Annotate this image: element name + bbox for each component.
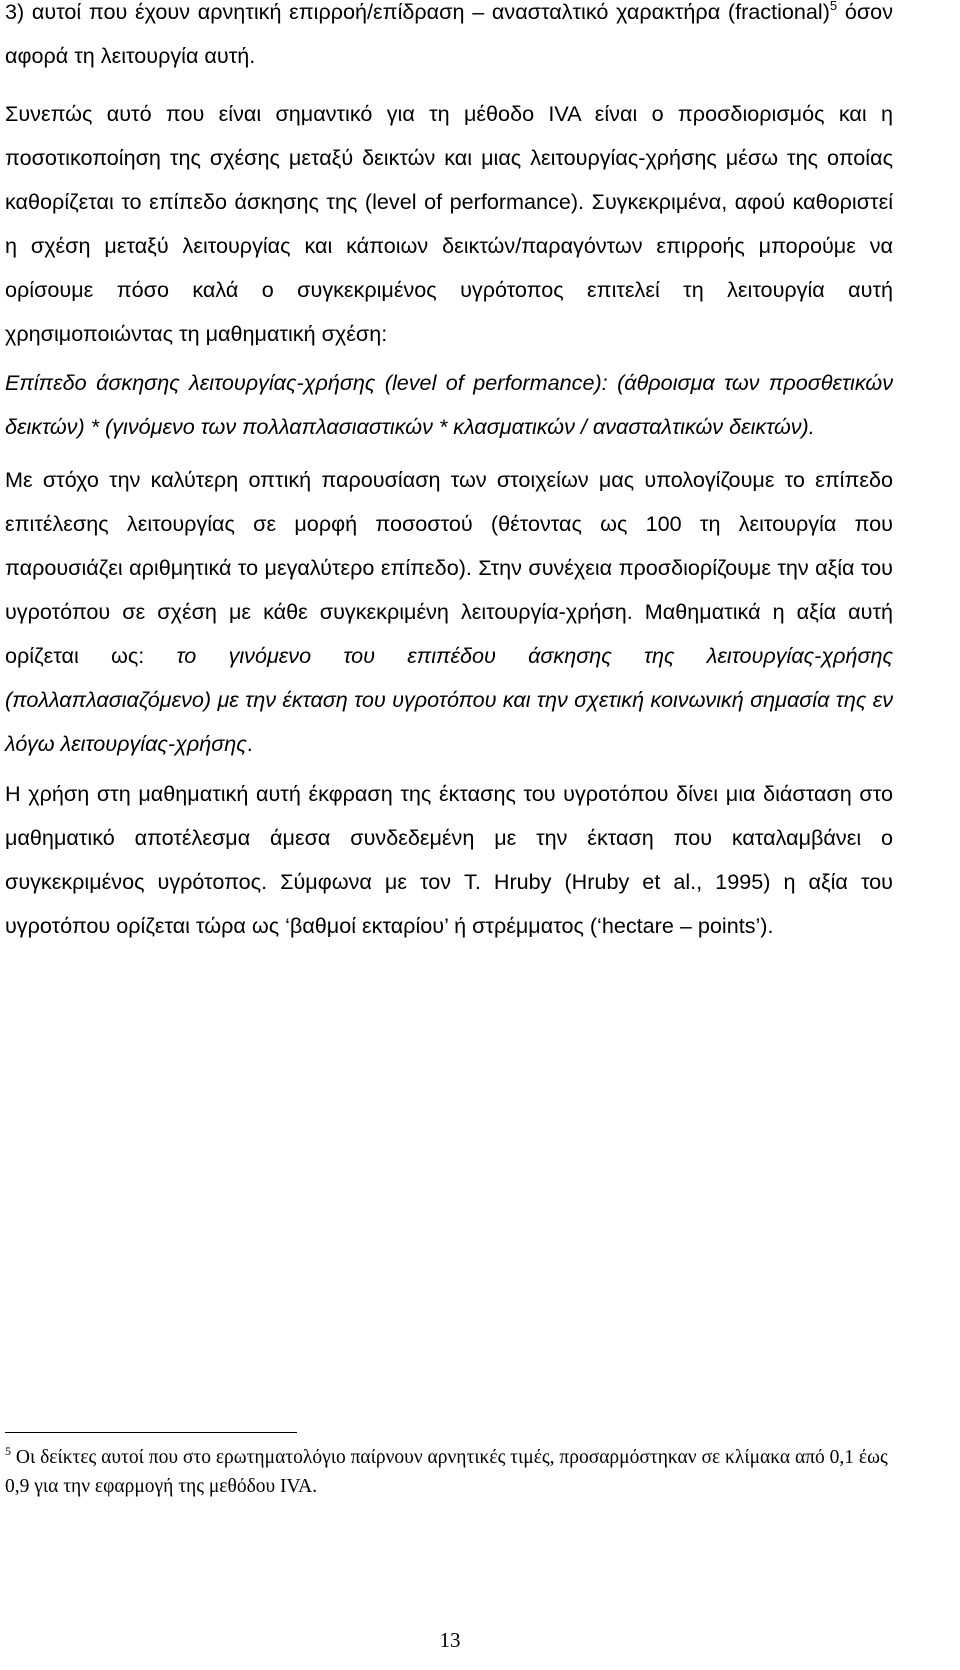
page-number: 13 xyxy=(439,1628,461,1652)
paragraph-percentage-value: Με στόχο την καλύτερη οπτική παρουσίαση των στοιχείων μας υπολογίζουμε το επίπεδο επιτέλεσης λειτουργίας σε μορφή ποσοστού (θέτοντας ως 100 τη λειτουργία που παρουσιάζει αριθμητικά το μεγαλύτερο επίπεδο). Στην συνέχεια προσδιορίζουμε την αξία του υγροτόπου σε σχέση με κάθε συγκεκριμένη λειτουργία-χρήση. Μαθηματικά η αξία αυτή ορίζεται ως: το γινόμενο του επιπέδου άσκησης της λειτουργίας-χρήσης (πολλαπλασιαζόμενο) με την έκταση του υγροτόπου και την σχετική κοινωνική σημασία της εν λόγω λειτουργίας-χρήσης. xyxy=(5,467,893,756)
paragraph-fractional-end: όσον αφορά τη λειτουργία αυτή. xyxy=(5,0,893,68)
formula-level-of-performance xyxy=(5,361,893,449)
paragraph-percentage-text: Με στόχο την καλύτερη οπτική παρουσίαση των στοιχείων μας υπολογίζουμε το επίπεδο επιτέλεσης λειτουργίας σε μορφή ποσοστού (θέτοντας ως 100 τη λειτουργία που παρουσιάζει αριθμητικά το μεγαλύτερο επίπεδο). Στην συνέχεια προσδιορίζουμε την αξία του υγροτόπου σε σχέση με κάθε συγκεκριμένη λειτουργία-χρήση. Μαθηματικά η αξία αυτή ορίζεται ως: xyxy=(5,467,893,668)
footnote xyxy=(5,1443,905,1501)
footnote-reference[interactable]: 5 xyxy=(829,0,838,13)
paragraph-iva-method xyxy=(5,92,893,356)
page-body xyxy=(5,0,893,948)
footnote-text: Οι δείκτες αυτοί που στο ερωτηματολόγιο παίρνουν αρνητικές τιμές, προσαρμόστηκαν σε κλίμακα από 0,1 έως 0,9 για την εφαρμογή της μεθόδου IVA. xyxy=(5,1447,888,1497)
paragraph-fractional xyxy=(5,0,893,78)
footnote-number: 5 xyxy=(5,1444,11,1458)
value-definition-italic: το γινόμενο του επιπέδου άσκησης της λειτουργίας-χρήσης (πολλαπλασιαζόμενο) με την έκταση του υγροτόπου και την σχετική κοινωνική σημασία της εν λόγω λειτουργίας-χρήσης xyxy=(5,643,893,756)
paragraph-hectare-points xyxy=(5,772,893,948)
formula-text: Επίπεδο άσκησης λειτουργίας-χρήσης (level of performance): (άθροισμα των προσθετικών δεικτών) * (γινόμενο των πολλαπλασιαστικών * κλασματικών / ανασταλτικών δεικτών). xyxy=(5,370,893,439)
paragraph-fractional-text: 3) αυτοί που έχουν αρνητική επιρροή/επίδραση – ανασταλτικό χαρακτήρα (fractional) xyxy=(5,0,830,24)
footnote-separator xyxy=(5,1432,297,1433)
paragraph-hectare-points-text: Η χρήση στη μαθηματική αυτή έκφραση της έκτασης του υγροτόπου δίνει μια διάσταση στο μαθηματικό αποτέλεσμα άμεσα συνδεδεμένη με την έκταση που καταλαμβάνει ο συγκεκριμένος υγρότοπος. Σύμφωνα με τον T. Hruby (Hruby et al., 1995) η αξία του υγροτόπου ορίζεται τώρα ως ‘βαθμοί εκταρίου’ ή στρέμματος (‘hectare – points’). xyxy=(5,781,893,938)
paragraph-iva-method-text: Συνεπώς αυτό που είναι σημαντικό για τη μέθοδο IVA είναι ο προσδιορισμός και η ποσοτικοποίηση της σχέσης μεταξύ δεικτών και μιας λειτουργίας-χρήσης μέσω της οποίας καθορίζεται το επίπεδο άσκησης της (level of performance). Συγκεκριμένα, αφού καθοριστεί η σχέση μεταξύ λειτουργίας και κάποιων δεικτών/παραγόντων επιρροής μπορούμε να ορίσουμε πόσο καλά ο συγκεκριμένος υγρότοπος επιτελεί τη λειτουργία αυτή χρησιμοποιώντας τη μαθηματική σχέση: xyxy=(5,101,893,346)
